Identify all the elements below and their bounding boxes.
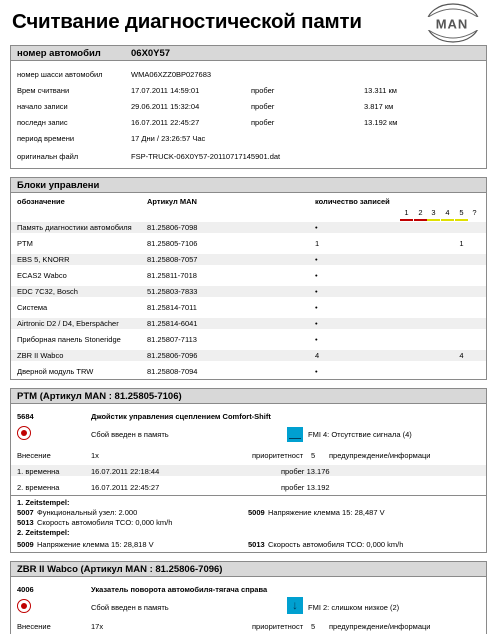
- zbr-fmi-text: FMI 2: слишком низкое (2): [308, 603, 400, 612]
- ptm-fmi-text: FMI 4: Отсутствие сигнала (4): [308, 430, 412, 439]
- fault-record-icon: [17, 426, 31, 440]
- table-row-count: •: [315, 335, 318, 344]
- zbr-header: ZBR II Wabco (Артикул MAN : 81.25806-7096): [11, 562, 486, 577]
- ptm-zs1-a-text: Функциональный узел: 2.000: [37, 508, 138, 517]
- ptm-prio-label: приоритетност: [252, 451, 304, 460]
- zbr-fault-box: [10, 561, 487, 634]
- vehicle-row-km-value: 13.192 км: [364, 118, 398, 127]
- vehicle-row-km-value: 13.311 км: [364, 86, 397, 95]
- ptm-zs2-b-text: Скорость автомобиля TCO: 0,000 km/h: [268, 540, 404, 549]
- vehicle-row-label: период времени: [17, 134, 75, 143]
- ptm-zs2-label: 2. Zeitstempel:: [17, 528, 70, 537]
- svg-text:MAN: MAN: [435, 16, 469, 32]
- priority-color-bar: [455, 219, 468, 221]
- arrow-down-icon: [287, 597, 303, 614]
- zbr-enter-label: Внесение: [17, 622, 51, 631]
- zbr-fault-text: Сбой введен в память: [91, 603, 169, 612]
- table-row-article: 81.25806-7098: [147, 223, 198, 232]
- page-title: Считвание диагностической памти: [12, 10, 362, 33]
- table-row-name: Дверной модуль TRW: [17, 367, 94, 376]
- vehicle-row-label: оригинальн файл: [17, 152, 79, 161]
- table-row-count: •: [315, 223, 318, 232]
- ptm-time1-value: 16.07.2011 22:18:44: [91, 467, 160, 476]
- ptm-time2-km: пробег 13.192: [281, 483, 330, 492]
- priority-col-header: 2: [418, 208, 423, 217]
- ptm-time2-value: 16.07.2011 22:45:27: [91, 483, 160, 492]
- table-row-article: 81.25808-7094: [147, 367, 198, 376]
- vehicle-info-box: [10, 45, 487, 169]
- table-row-count: 4: [315, 351, 320, 360]
- table-row-bg: [11, 254, 486, 265]
- fault-record-icon: [17, 599, 31, 613]
- priority-col-header: 3: [431, 208, 436, 217]
- vehicle-row-km-label: пробег: [251, 102, 275, 111]
- priority-color-bar: [468, 219, 481, 221]
- ptm-zs1-c-code: 5013: [17, 518, 34, 527]
- priority-color-bar: [441, 219, 454, 221]
- ptm-zs1-a-code: 5007: [17, 508, 34, 517]
- table-row-name: Приборная панель Stoneridge: [17, 335, 121, 344]
- table-row-priority-count: 1: [459, 239, 464, 248]
- table-row-bg: [11, 350, 486, 361]
- zbr-prio-note: предупреждение/информаци: [329, 622, 431, 631]
- table-row-article: 81.25807-7113: [147, 335, 197, 344]
- table-row-count: 1: [315, 239, 320, 248]
- priority-color-bar: [414, 219, 427, 221]
- table-row-article: 81.25805-7106: [147, 239, 198, 248]
- table-row-count: •: [315, 303, 318, 312]
- priority-col-header: 5: [459, 208, 464, 217]
- ptm-zs1-b-code: 5009: [248, 508, 265, 517]
- ptm-zs2-a-code: 5009: [17, 540, 34, 549]
- vehicle-row-value: 16.07.2011 22:45:27: [131, 118, 200, 127]
- table-row-count: •: [315, 287, 318, 296]
- vehicle-row-label: Врем считвани: [17, 86, 70, 95]
- table-row-name: ECAS2 Wabco: [17, 271, 67, 280]
- table-row-article: 81.25808-7057: [147, 255, 198, 264]
- vehicle-row-km-label: пробег: [251, 86, 275, 95]
- zbr-prio-value: 5: [311, 622, 316, 631]
- ptm-time1-row: [11, 465, 486, 476]
- vehicle-header-label: номер автомобил: [17, 48, 101, 59]
- vehicle-row-label: последн запис: [17, 118, 68, 127]
- ptm-zs1-b-text: Напряжение клемма 15: 28,487 V: [268, 508, 385, 517]
- vehicle-row-value: 29.06.2011 15:32:04: [131, 102, 200, 111]
- ptm-zs2-b-code: 5013: [248, 540, 265, 549]
- ptm-fault-code: 5684: [17, 412, 34, 421]
- ptm-enter-value: 1x: [91, 451, 99, 460]
- ptm-time2-label: 2. временна: [17, 483, 60, 492]
- ptm-fault-text: Сбой введен в память: [91, 430, 169, 439]
- table-row-article: 81.25806-7096: [147, 351, 198, 360]
- table-row-count: •: [315, 271, 318, 280]
- vehicle-row-km-label: пробег: [251, 118, 275, 127]
- ptm-time1-km: пробег 13.176: [281, 467, 330, 476]
- priority-color-bar: [427, 219, 440, 221]
- table-row-count: •: [315, 367, 318, 376]
- vehicle-row-value: 17.07.2011 14:59:01: [131, 86, 200, 95]
- priority-col-header: 4: [445, 208, 450, 217]
- ptm-zs1-label: 1. Zeitstempel:: [17, 498, 70, 507]
- zbr-prio-label: приоритетност: [252, 622, 304, 631]
- col-count-header: количество записей: [315, 197, 390, 206]
- vehicle-row-value: WMA06XZZ0BP027683: [131, 70, 212, 79]
- table-row-name: PTM: [17, 239, 33, 248]
- fmi-indicator-icon: [287, 427, 303, 442]
- vehicle-row-label: начало записи: [17, 102, 68, 111]
- ptm-prio-note: предупреждение/информаци: [329, 451, 431, 460]
- ptm-prio-value: 5: [311, 451, 316, 460]
- table-row-name: Память диагностики автомобиля: [17, 223, 132, 232]
- ptm-enter-label: Внесение: [17, 451, 51, 460]
- table-row-article: 81.25814-6041: [147, 319, 198, 328]
- table-row-name: EDC 7C32, Bosch: [17, 287, 78, 296]
- table-row-article: 81.25814-7011: [147, 303, 197, 312]
- ptm-fault-box: [10, 388, 487, 553]
- vehicle-number: 06X0Y57: [131, 48, 171, 59]
- arrow-down-glyph: ↓: [292, 598, 298, 612]
- zbr-enter-value: 17x: [91, 622, 104, 631]
- ptm-separator: [11, 495, 486, 496]
- table-row-article: 81.25811-7018: [147, 271, 197, 280]
- ptm-fault-desc: Джойстик управления сцеплением Comfort-Shift: [91, 412, 271, 421]
- control-blocks-box: [10, 177, 487, 380]
- vehicle-row-label: номер шасси автомобил: [17, 70, 103, 79]
- table-row-name: ZBR II Wabco: [17, 351, 64, 360]
- table-row-bg: [11, 286, 486, 297]
- vehicle-row-km-value: 3.817 км: [364, 102, 394, 111]
- vehicle-row-value: FSP-TRUCK-06X0Y57-20110717145901.dat: [131, 152, 281, 161]
- ptm-zs2-a-text: Напряжение клемма 15: 28,818 V: [37, 540, 154, 549]
- table-row-priority-count: 4: [459, 351, 464, 360]
- zbr-fault-desc: Указатель поворота автомобиля-тягача справа: [91, 585, 268, 594]
- vehicle-header: [11, 46, 486, 61]
- col-article-header: Артикул MAN: [147, 197, 197, 206]
- priority-color-bar: [400, 219, 413, 221]
- ptm-header: PTM (Артикул MAN : 81.25805-7106): [11, 389, 486, 404]
- priority-col-header: ?: [472, 208, 477, 217]
- col-name-header: обозначение: [17, 197, 65, 206]
- table-row-name: Airtronic D2 / D4, Eberspächer: [17, 319, 119, 328]
- man-logo: [420, 2, 482, 46]
- priority-col-header: 1: [404, 208, 409, 217]
- table-row-name: Система: [17, 303, 48, 312]
- blocks-header: Блоки управлени: [11, 178, 486, 193]
- ptm-zs1-c-text: Скорость автомобиля TCO: 0,000 km/h: [37, 518, 173, 527]
- zbr-fault-code: 4006: [17, 585, 34, 594]
- vehicle-row-value: 17 Дни / 23:26:57 Час: [131, 134, 206, 143]
- table-row-count: •: [315, 255, 318, 264]
- ptm-time1-label: 1. временна: [17, 467, 60, 476]
- table-row-count: •: [315, 319, 318, 328]
- table-row-article: 51.25803-7833: [147, 287, 198, 296]
- table-row-name: EBS 5, KNORR: [17, 255, 70, 264]
